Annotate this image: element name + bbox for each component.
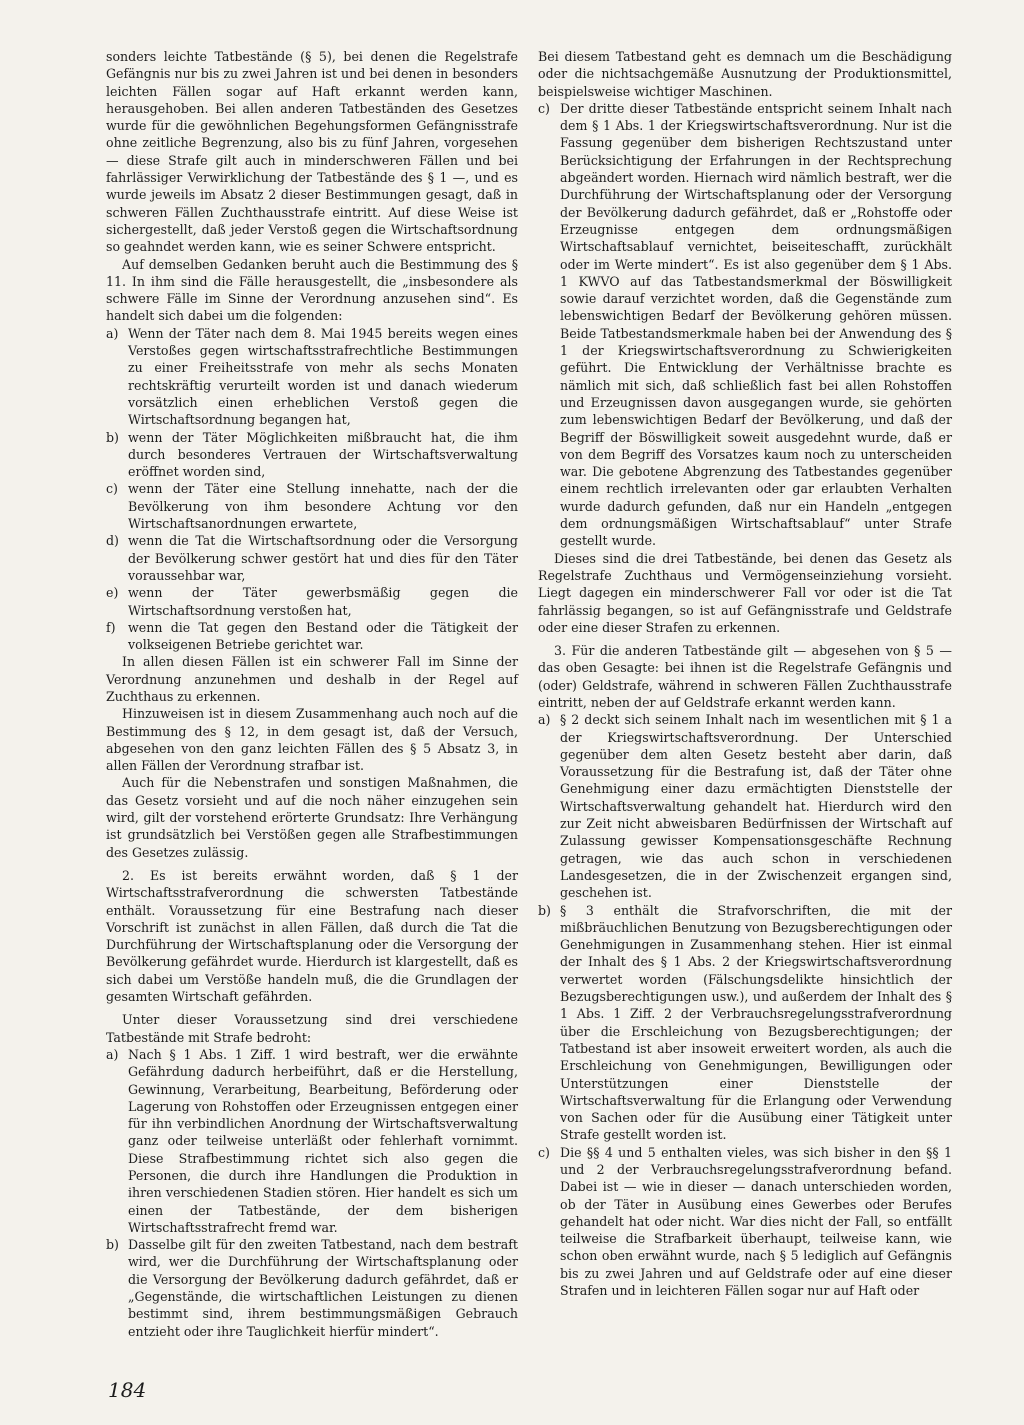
list-item xyxy=(106,1236,518,1340)
list-item-text: Dasselbe gilt für den zweiten Tatbestand, nach dem bestraft wird, wer die Durchführung der Wirtschaftsplanung oder die Versorgung der Bevölkerung dadurch gefährdet, daß er „Gegenstände, die wirtschaftlichen Leistungen zu dienen bestimmt sind, ihrem bestimmungsmäßigen Gebrauch entzieht oder ihre Tauglichkeit hierfür mindert“. xyxy=(128,1237,518,1339)
list-item xyxy=(106,1046,518,1236)
paragraph: Auf demselben Gedanken beruht auch die Bestimmung des § 11. In ihm sind die Fälle herausgestellt, die „insbesondere als schwere Fälle im Sinne der Verordnung anzusehen sind“. Es handelt sich dabei um die folgenden: xyxy=(106,256,518,324)
list-item-text: wenn die Tat gegen den Bestand oder die Tätigkeit der volkseigenen Betriebe gerichtet war. xyxy=(128,619,518,653)
list-item xyxy=(106,325,518,429)
list-item-label: b) xyxy=(106,429,119,445)
list-item-text: Der dritte dieser Tatbestände entspricht seinem Inhalt nach dem § 1 Abs. 1 der Kriegswirtschaftsverordnung. Nur ist die Fassung gegenüber dem bisherigen Rechtszustand unter Berücksichtigung der Erfahrungen in der Rechtsprechung abgeändert worden. Hiernach wird nämlich bestraft, wer die Durchführung der Wirtschaftsplanung oder der Versorgung der Bevölkerung dadurch gefährdet, daß er „Rohstoffe oder Erzeugnisse entgegen dem ordnungsmäßigen Wirtschaftsablauf vernichtet, beiseiteschafft, zurückhält oder im Werte mindert“. Es ist also gegenüber dem § 1 Abs. 1 KWVO auf das Tatbestandsmerkmal der Böswilligkeit sowie darauf verzichtet worden, daß die Gegenstände zum lebenswichtigen Bedarf der Bevölkerung gehören müssen. Beide Tatbestandsmerkmale haben bei der Anwendung des § 1 der Kriegswirtschaftsverordnung zu Schwierigkeiten geführt. Die Entwicklung der Verhältnisse brachte es nämlich mit sich, daß schließlich fast bei allen Rohstoffen und Erzeugnissen davon ausgegangen wurde, sie gehörten zum lebenswichtigen Bedarf der Bevölkerung, und daß der Begriff der Böswilligkeit soweit ausgedehnt wurde, daß er von dem Begriff des Vorsatzes kaum noch zu unterscheiden war. Die gebotene Abgrenzung des Tatbestandes gegenüber einem rechtlich irrelevanten oder gar erlaubten Verhalten wurde dadurch gefunden, daß nur ein Handeln „entgegen dem ordnungsmäßigen Wirtschaftsablauf“ unter Strafe gestellt wurde. xyxy=(560,100,952,549)
list-item xyxy=(106,532,518,584)
list-item-label: b) xyxy=(106,1237,119,1253)
list-item xyxy=(106,619,518,654)
paragraph: Unter dieser Voraussetzung sind drei verschiedene Tatbestände mit Strafe bedroht: xyxy=(106,1012,518,1045)
list-item-label: a) xyxy=(106,1046,119,1062)
list-item-label: d) xyxy=(106,533,119,549)
paragraph: Auch für die Nebenstrafen und sonstigen Maßnahmen, die das Gesetz vorsieht und auf die noch näher einzugehen sein wird, gilt der vorstehend erörterte Grundsatz: Ihre Verhängung ist grundsätzlich bei Verstößen gegen alle Strafbestimmungen des Gesetzes zulässig. xyxy=(106,775,518,860)
list-item-text: wenn die Tat die Wirtschaftsordnung oder die Versorgung der Bevölkerung schwer gestört hat und dies für den Täter voraussehbar war, xyxy=(128,533,518,583)
paragraph: 3. Für die anderen Tatbestände gilt — abgesehen von § 5 — das oben Gesagte: bei ihnen ist die Regelstrafe Gefängnis und (oder) Geldstrafe, während in schweren Fällen Zuchthausstrafe eintritt, neben der auf Geldstrafe erkannt werden kann. xyxy=(538,643,952,710)
right-column xyxy=(538,48,952,1299)
page-number: 184 xyxy=(108,1378,147,1402)
list-item-label: a) xyxy=(538,712,551,728)
list-item-text: § 2 deckt sich seinem Inhalt nach im wesentlichen mit § 1 a der Kriegswirtschaftsverordnung. Der Unterschied gegenüber dem alten Gesetz besteht aber darin, daß Voraussetzung für die Bestrafung ist, daß der Täter ohne Genehmigung einer dazu ermächtigten Dienststelle der Wirtschaftsverwaltung gehandelt hat. Hierdurch wird den zur Zeit nicht abweisbaren Bedürfnissen der Wirtschaft auf Zulassung gewisser Kompensationsgeschäfte Rechnung getragen, wie das auch schon in verschiedenen Landesgesetzen, die in der Zwischenzeit ergangen sind, geschehen ist. xyxy=(560,712,952,901)
list-item-text: § 3 enthält die Strafvorschriften, die mit der mißbräuchlichen Benutzung von Bezugsberechtigungen oder Genehmigungen in Zusammenhang stehen. Hier ist einmal der Inhalt des § 1 Abs. 2 der Kriegswirtschaftsverordnung verwertet worden (Fälschungsdelikte hinsichtlich der Bezugsberechtigungen usw.), und außerdem der Inhalt des § 1 Abs. 1 Ziff. 2 der Verbrauchsregelungsstrafverordnung über die Erschleichung von Bezugsberechtigungen; der Tatbestand ist aber insoweit erweitert worden, als auch die Erschleichung von Genehmigungen, Bewilligungen oder Unterstützungen einer Dienststelle der Wirtschaftsverwaltung für die Erlangung oder Verwendung von Sachen oder für die Ausübung einer Tätigkeit unter Strafe gestellt worden ist. xyxy=(560,902,953,1143)
list-item-label: c) xyxy=(106,481,118,497)
list-item-label: e) xyxy=(106,585,119,601)
list-item-text: wenn der Täter Möglichkeiten mißbraucht hat, die ihm durch besonderes Vertrauen der Wirtschaftsverwaltung eröffnet worden sind, xyxy=(128,429,518,480)
paragraph: sonders leichte Tatbestände (§ 5), bei denen die Regelstrafe Gefängnis nur bis zu zwei Jahren ist und bei denen in besonders leichten Fällen sogar auf Haft erkannt werden kann, herausgehoben. Bei allen anderen Tatbeständen des Gesetzes wurde für die gewöhnlichen Begehungsformen Gefängnisstrafe ohne zeitliche Begrenzung, also bis zu fünf Jahren, vorgesehen — diese Strafe gilt auch in minderschweren Fällen und bei fahrlässiger Verwirklichung der Tatbestände des § 1 —, und es wurde jeweils im Absatz 2 dieser Bestimmungen gesagt, daß in schweren Fällen Zuchthausstrafe eintritt. Auf diese Weise ist sichergestellt, daß jeder Verstoß gegen die Wirtschaftsordnung so geahndet werden kann, wie es seiner Schwere entspricht. xyxy=(106,49,518,255)
list-item xyxy=(538,1144,952,1300)
list-item-text: wenn der Täter eine Stellung innehatte, nach der die Bevölkerung von ihm besondere Achtung vor den Wirtschaftsanordnungen erwartete, xyxy=(128,481,518,532)
paragraph: Dieses sind die drei Tatbestände, bei denen das Gesetz als Regelstrafe Zuchthaus und Vermögenseinziehung vorsieht. Liegt dagegen ein minderschwerer Fall vor oder ist die Tat fahrlässig begangen, so ist auf Gefängnisstrafe und Geldstrafe oder eine dieser Strafen zu erkennen. xyxy=(538,550,952,635)
paragraph: Bei diesem Tatbestand geht es demnach um die Beschädigung oder die nichtsachgemäße Ausnutzung der Produktionsmittel, beispielsweise wichtiger Maschinen. xyxy=(538,49,952,99)
list-item xyxy=(106,584,518,619)
list-item-text: wenn der Täter gewerbsmäßig gegen die Wirtschaftsordnung verstoßen hat, xyxy=(128,585,518,618)
list-item xyxy=(538,711,952,901)
list-item xyxy=(106,480,518,532)
paragraph: In allen diesen Fällen ist ein schwerer Fall im Sinne der Verordnung anzunehmen und deshalb in der Regel auf Zuchthaus zu erkennen. xyxy=(106,654,518,704)
paragraph: 2. Es ist bereits erwähnt worden, daß § 1 der Wirtschaftsstrafverordnung die schwersten Tatbestände enthält. Voraussetzung für eine Bestrafung nach dieser Vorschrift ist zunächst in allen Fällen, daß durch die Tat die Durchführung der Wirtschaftsplanung oder die Versorgung der Bevölkerung gefährdet wurde. Hierdurch ist klargestellt, daß es sich dabei um Verstöße handeln muß, die die Grundlagen der gesamten Wirtschaft gefährden. xyxy=(106,867,518,1005)
list-item-text: Wenn der Täter nach dem 8. Mai 1945 bereits wegen eines Verstoßes gegen wirtschaftsstrafrechtliche Bestimmungen zu einer Freiheitsstrafe von mehr als sechs Monaten rechtskräftig verurteilt worden ist und danach wiederum vorsätzlich einen erheblichen Verstoß gegen die Wirtschaftsordnung begangen hat, xyxy=(128,325,518,428)
list-item xyxy=(538,100,952,550)
paragraph: Hinzuweisen ist in diesem Zusammenhang auch noch auf die Bestimmung des § 12, in dem gesagt ist, daß der Versuch, abgesehen von den ganz leichten Fällen des § 5 Absatz 3, in allen Fällen der Verordnung strafbar ist. xyxy=(106,706,518,774)
list-item-text: Nach § 1 Abs. 1 Ziff. 1 wird bestraft, wer die erwähnte Gefährdung dadurch herbeiführt, daß er die Herstellung, Gewinnung, Verarbeitung, Bearbeitung, Beförderung oder Lagerung von Rohstoffen oder Erzeugnissen entgegen einer für ihn verbindlichen Anordnung der Wirtschaftsverwaltung ganz oder teilweise unterläßt oder fehlerhaft vornimmt. Diese Strafbestimmung richtet sich also gegen die Personen, die durch ihre Handlungen die Produktion in ihren verschiedenen Stadien stören. Hier handelt es sich um einen der Tatbestände, der dem bisherigen Wirtschaftsstrafrecht fremd war. xyxy=(128,1046,518,1235)
left-column xyxy=(106,48,518,1340)
list-item-label: a) xyxy=(106,325,119,341)
list-item-label: c) xyxy=(538,100,550,116)
list-item-text: Die §§ 4 und 5 enthalten vieles, was sich bisher in den §§ 1 und 2 der Verbrauchsregelungsstrafverordnung befand. Dabei ist — wie in dieser — danach unterschieden worden, ob der Täter in Ausübung eines Gewerbes oder Berufes gehandelt hat oder nicht. War dies nicht der Fall, so entfällt teilweise die Strafbarkeit überhaupt, teilweise kann, wie schon oben erwähnt wurde, nach § 5 lediglich auf Gefängnis bis zu zwei Jahren und auf Geldstrafe oder auf eine dieser Strafen und in leichteren Fällen sogar nur auf Haft oder xyxy=(560,1144,952,1299)
list-item xyxy=(106,429,518,481)
list-item-label: b) xyxy=(538,902,551,918)
list-item-label: c) xyxy=(538,1144,550,1160)
list-item-label: f) xyxy=(106,619,116,635)
list-item xyxy=(538,902,952,1144)
